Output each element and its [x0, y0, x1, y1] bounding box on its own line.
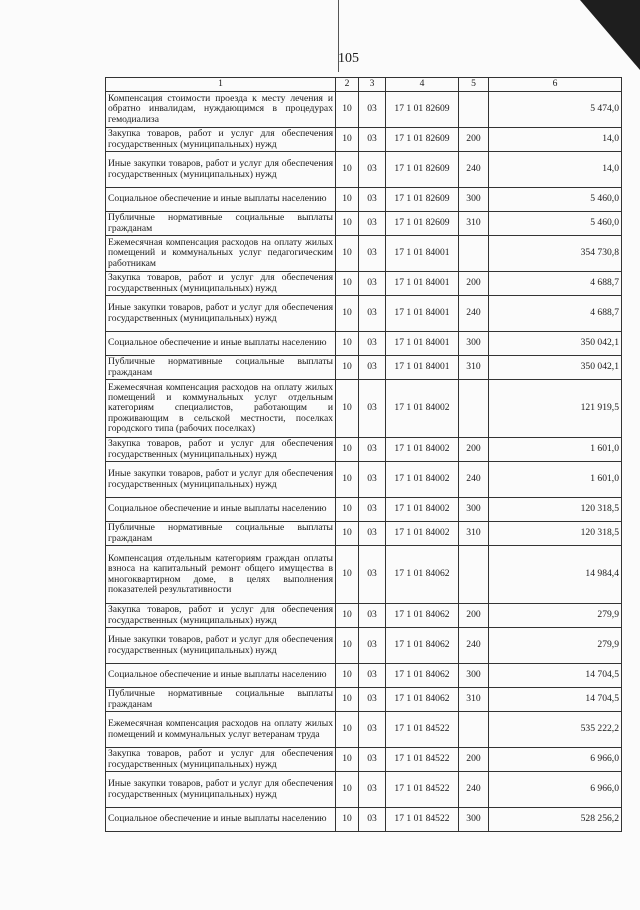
- table-row: [106, 604, 622, 628]
- row-amount: 120 318,5: [489, 498, 622, 522]
- row-subsection: 03: [359, 664, 386, 688]
- row-subsection: 03: [359, 522, 386, 546]
- row-expense-type: 300: [459, 332, 489, 356]
- row-expense-type: 310: [459, 688, 489, 712]
- table-row: [106, 772, 622, 808]
- row-expense-type: 300: [459, 498, 489, 522]
- row-subsection: 03: [359, 296, 386, 332]
- budget-table-body: [106, 78, 622, 832]
- row-expense-type: 200: [459, 604, 489, 628]
- table-row: [106, 546, 622, 604]
- row-target-code: 17 1 01 84002: [386, 438, 459, 462]
- row-section: 10: [336, 772, 359, 808]
- row-subsection: 03: [359, 808, 386, 832]
- row-subsection: 03: [359, 712, 386, 748]
- row-section: 10: [336, 188, 359, 212]
- row-amount: 279,9: [489, 628, 622, 664]
- row-name: Публичные нормативные социальные выплаты гражданам: [106, 688, 336, 712]
- row-subsection: 03: [359, 688, 386, 712]
- row-name: Ежемесячная компенсация расходов на оплату жилых помещений и коммунальных услуг педагогическим работникам: [106, 236, 336, 272]
- row-expense-type: [459, 380, 489, 438]
- row-target-code: 17 1 01 84001: [386, 236, 459, 272]
- row-section: 10: [336, 128, 359, 152]
- row-target-code: 17 1 01 84001: [386, 356, 459, 380]
- row-amount: 14 704,5: [489, 688, 622, 712]
- row-target-code: 17 1 01 84522: [386, 748, 459, 772]
- row-amount: 535 222,2: [489, 712, 622, 748]
- row-target-code: 17 1 01 84001: [386, 332, 459, 356]
- row-name: Закупка товаров, работ и услуг для обеспечения государственных (муниципальных) нужд: [106, 604, 336, 628]
- row-expense-type: [459, 92, 489, 128]
- table-row: [106, 272, 622, 296]
- row-expense-type: 310: [459, 356, 489, 380]
- budget-table: [105, 77, 622, 832]
- row-section: 10: [336, 438, 359, 462]
- row-section: 10: [336, 332, 359, 356]
- row-name: Закупка товаров, работ и услуг для обеспечения государственных (муниципальных) нужд: [106, 128, 336, 152]
- row-section: 10: [336, 356, 359, 380]
- row-name: Компенсация стоимости проезда к месту лечения и обратно инвалидам, нуждающимся в процедурах гемодиализа: [106, 92, 336, 128]
- table-row: [106, 152, 622, 188]
- row-subsection: 03: [359, 236, 386, 272]
- row-target-code: 17 1 01 84002: [386, 498, 459, 522]
- row-subsection: 03: [359, 604, 386, 628]
- row-subsection: 03: [359, 92, 386, 128]
- row-amount: 350 042,1: [489, 356, 622, 380]
- row-target-code: 17 1 01 84062: [386, 688, 459, 712]
- row-name: Иные закупки товаров, работ и услуг для обеспечения государственных (муниципальных) нужд: [106, 152, 336, 188]
- row-amount: 4 688,7: [489, 272, 622, 296]
- row-name: Иные закупки товаров, работ и услуг для обеспечения государственных (муниципальных) нужд: [106, 462, 336, 498]
- row-name: Социальное обеспечение и иные выплаты населению: [106, 332, 336, 356]
- row-expense-type: 240: [459, 628, 489, 664]
- row-expense-type: 300: [459, 188, 489, 212]
- row-expense-type: 310: [459, 522, 489, 546]
- table-row: [106, 188, 622, 212]
- row-name: Социальное обеспечение и иные выплаты населению: [106, 664, 336, 688]
- row-name: Публичные нормативные социальные выплаты гражданам: [106, 522, 336, 546]
- row-target-code: 17 1 01 82609: [386, 212, 459, 236]
- table-row: [106, 808, 622, 832]
- row-amount: 528 256,2: [489, 808, 622, 832]
- row-amount: 5 460,0: [489, 188, 622, 212]
- row-target-code: 17 1 01 82609: [386, 188, 459, 212]
- row-section: 10: [336, 712, 359, 748]
- row-target-code: 17 1 01 84002: [386, 462, 459, 498]
- row-target-code: 17 1 01 82609: [386, 128, 459, 152]
- row-amount: 279,9: [489, 604, 622, 628]
- page-number: 105: [338, 51, 359, 66]
- row-expense-type: [459, 236, 489, 272]
- row-target-code: 17 1 01 84002: [386, 380, 459, 438]
- table-row: [106, 688, 622, 712]
- row-section: 10: [336, 604, 359, 628]
- row-section: 10: [336, 296, 359, 332]
- row-section: 10: [336, 808, 359, 832]
- row-target-code: 17 1 01 84062: [386, 664, 459, 688]
- row-subsection: 03: [359, 332, 386, 356]
- row-section: 10: [336, 748, 359, 772]
- row-subsection: 03: [359, 152, 386, 188]
- table-row: [106, 212, 622, 236]
- table-row: [106, 712, 622, 748]
- row-section: 10: [336, 688, 359, 712]
- row-section: 10: [336, 236, 359, 272]
- header-cell: 4: [386, 78, 459, 92]
- row-name: Компенсация отдельным категориям граждан оплаты взноса на капитальный ремонт общего имущества в многоквартирном доме, в целях выполнения показателей результативности: [106, 546, 336, 604]
- row-target-code: 17 1 01 84522: [386, 712, 459, 748]
- row-name: Закупка товаров, работ и услуг для обеспечения государственных (муниципальных) нужд: [106, 748, 336, 772]
- row-expense-type: 200: [459, 272, 489, 296]
- row-subsection: 03: [359, 188, 386, 212]
- row-target-code: 17 1 01 84062: [386, 604, 459, 628]
- row-expense-type: 200: [459, 128, 489, 152]
- header-row: [106, 78, 622, 92]
- row-expense-type: 300: [459, 808, 489, 832]
- row-target-code: 17 1 01 84062: [386, 628, 459, 664]
- row-name: Иные закупки товаров, работ и услуг для обеспечения государственных (муниципальных) нужд: [106, 772, 336, 808]
- row-name: Закупка товаров, работ и услуг для обеспечения государственных (муниципальных) нужд: [106, 438, 336, 462]
- row-expense-type: 200: [459, 438, 489, 462]
- row-subsection: 03: [359, 212, 386, 236]
- row-name: Публичные нормативные социальные выплаты гражданам: [106, 356, 336, 380]
- row-section: 10: [336, 546, 359, 604]
- row-section: 10: [336, 462, 359, 498]
- row-amount: 14 704,5: [489, 664, 622, 688]
- row-target-code: 17 1 01 84002: [386, 522, 459, 546]
- row-subsection: 03: [359, 380, 386, 438]
- row-amount: 1 601,0: [489, 462, 622, 498]
- header-cell: 2: [336, 78, 359, 92]
- table-row: [106, 498, 622, 522]
- row-amount: 1 601,0: [489, 438, 622, 462]
- row-target-code: 17 1 01 84522: [386, 772, 459, 808]
- row-amount: 5 474,0: [489, 92, 622, 128]
- row-amount: 14 984,4: [489, 546, 622, 604]
- row-name: Публичные нормативные социальные выплаты гражданам: [106, 212, 336, 236]
- row-subsection: 03: [359, 498, 386, 522]
- row-section: 10: [336, 522, 359, 546]
- row-amount: 354 730,8: [489, 236, 622, 272]
- row-target-code: 17 1 01 84001: [386, 272, 459, 296]
- row-expense-type: 200: [459, 748, 489, 772]
- row-amount: 121 919,5: [489, 380, 622, 438]
- row-subsection: 03: [359, 128, 386, 152]
- row-target-code: 17 1 01 84062: [386, 546, 459, 604]
- row-subsection: 03: [359, 748, 386, 772]
- row-name: Социальное обеспечение и иные выплаты населению: [106, 808, 336, 832]
- row-name: Социальное обеспечение и иные выплаты населению: [106, 498, 336, 522]
- row-expense-type: 310: [459, 212, 489, 236]
- row-expense-type: 240: [459, 152, 489, 188]
- row-section: 10: [336, 664, 359, 688]
- row-subsection: 03: [359, 772, 386, 808]
- row-subsection: 03: [359, 546, 386, 604]
- table-row: [106, 438, 622, 462]
- row-target-code: 17 1 01 82609: [386, 92, 459, 128]
- row-expense-type: 240: [459, 296, 489, 332]
- header-cell: 6: [489, 78, 622, 92]
- row-subsection: 03: [359, 628, 386, 664]
- row-section: 10: [336, 498, 359, 522]
- table-row: [106, 128, 622, 152]
- row-amount: 350 042,1: [489, 332, 622, 356]
- table-row: [106, 236, 622, 272]
- row-amount: 5 460,0: [489, 212, 622, 236]
- header-cell: 3: [359, 78, 386, 92]
- row-name: Закупка товаров, работ и услуг для обеспечения государственных (муниципальных) нужд: [106, 272, 336, 296]
- row-name: Ежемесячная компенсация расходов на оплату жилых помещений и коммунальных услуг отдельным категориям специалистов, работающим и проживающим в сельской местности, поселках городского типа (рабочих поселках): [106, 380, 336, 438]
- row-target-code: 17 1 01 84001: [386, 296, 459, 332]
- row-amount: 6 966,0: [489, 772, 622, 808]
- row-subsection: 03: [359, 356, 386, 380]
- row-section: 10: [336, 152, 359, 188]
- table-row: [106, 628, 622, 664]
- row-expense-type: 300: [459, 664, 489, 688]
- row-subsection: 03: [359, 272, 386, 296]
- row-amount: 14,0: [489, 128, 622, 152]
- row-amount: 14,0: [489, 152, 622, 188]
- row-section: 10: [336, 92, 359, 128]
- row-section: 10: [336, 628, 359, 664]
- row-name: Социальное обеспечение и иные выплаты населению: [106, 188, 336, 212]
- row-expense-type: [459, 546, 489, 604]
- row-expense-type: [459, 712, 489, 748]
- row-amount: 4 688,7: [489, 296, 622, 332]
- row-expense-type: 240: [459, 772, 489, 808]
- row-section: 10: [336, 272, 359, 296]
- row-name: Иные закупки товаров, работ и услуг для обеспечения государственных (муниципальных) нужд: [106, 296, 336, 332]
- table-row: [106, 332, 622, 356]
- row-expense-type: 240: [459, 462, 489, 498]
- row-name: Ежемесячная компенсация расходов на оплату жилых помещений и коммунальных услуг ветеранам труда: [106, 712, 336, 748]
- table-row: [106, 522, 622, 546]
- table-row: [106, 296, 622, 332]
- table-row: [106, 748, 622, 772]
- table-row: [106, 356, 622, 380]
- row-amount: 120 318,5: [489, 522, 622, 546]
- page-corner-shadow: [580, 0, 640, 70]
- row-section: 10: [336, 380, 359, 438]
- table-row: [106, 380, 622, 438]
- table-row: [106, 92, 622, 128]
- row-subsection: 03: [359, 438, 386, 462]
- row-name: Иные закупки товаров, работ и услуг для обеспечения государственных (муниципальных) нужд: [106, 628, 336, 664]
- row-section: 10: [336, 212, 359, 236]
- row-amount: 6 966,0: [489, 748, 622, 772]
- table-row: [106, 462, 622, 498]
- row-target-code: 17 1 01 82609: [386, 152, 459, 188]
- header-cell: 1: [106, 78, 336, 92]
- row-target-code: 17 1 01 84522: [386, 808, 459, 832]
- table-row: [106, 664, 622, 688]
- row-subsection: 03: [359, 462, 386, 498]
- header-cell: 5: [459, 78, 489, 92]
